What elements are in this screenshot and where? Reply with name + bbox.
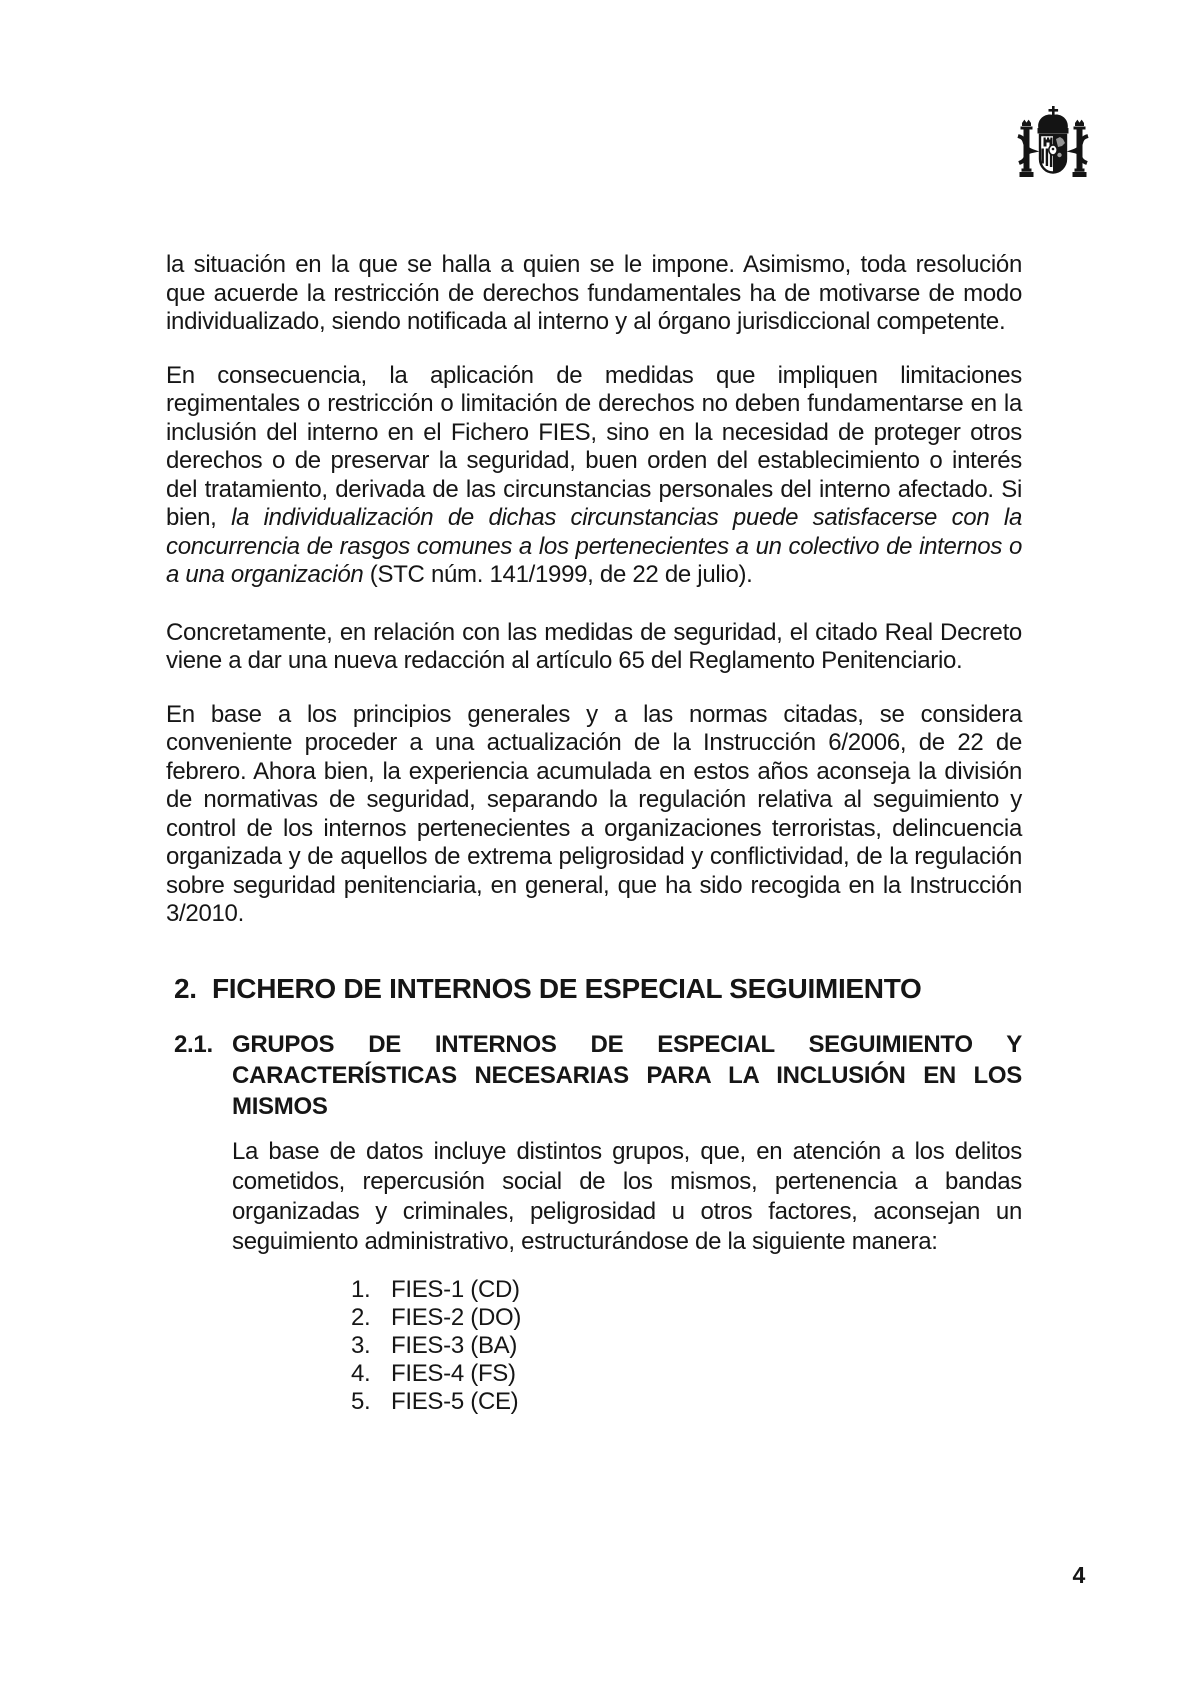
list-item-label: FIES-2 (DO) bbox=[391, 1303, 522, 1331]
paragraph-en-base: En base a los principios generales y a las normas citadas, se considera conveniente proceder a una actualización de la Instrucción 6/2006, de 22 de febrero. Ahora bien, la experiencia acumulada en estos años aconseja la división de normativas de seguridad, separando la regulación relativa al seguimiento y control de los internos pertenecientes a organizaciones terroristas, delincuencia organizada y de aquellos de extrema peligrosidad y conflictividad, de la regulación sobre seguridad penitenciaria, en general, que ha sido recogida en la Instrucción 3/2010. bbox=[166, 700, 1022, 927]
list-item-fies-3 bbox=[351, 1332, 1022, 1360]
spain-coat-of-arms-svg bbox=[1015, 106, 1091, 190]
paragraph-italic-quote: la individualización de dichas circunstancias puede satisfacerse con la concurrencia de rasgos comunes a los pertenecientes a un colectivo de internos o a una organización bbox=[166, 504, 1022, 588]
section-number: 2. bbox=[174, 972, 197, 1004]
subsection-number: 2.1. bbox=[174, 1030, 213, 1058]
list-item-label: FIES-4 (FS) bbox=[391, 1359, 516, 1387]
paragraph-citation: (STC núm. 141/1999, de 22 de julio). bbox=[363, 561, 753, 588]
section-title: FICHERO DE INTERNOS DE ESPECIAL SEGUIMIENTO bbox=[212, 972, 922, 1004]
paragraph-concretamente: Concretamente, en relación con las medidas de seguridad, el citado Real Decreto viene a dar una nueva redacción al artículo 65 del Reglamento Penitenciario. bbox=[166, 618, 1022, 674]
list-item-fies-1 bbox=[351, 1276, 1022, 1304]
list-item-label: FIES-1 (CD) bbox=[391, 1275, 520, 1303]
list-item-number: 1. bbox=[351, 1275, 371, 1303]
list-item-label: FIES-3 (BA) bbox=[391, 1331, 518, 1359]
list-item-fies-4 bbox=[351, 1360, 1022, 1388]
section-heading bbox=[166, 972, 1022, 1006]
list-item-number: 3. bbox=[351, 1331, 371, 1359]
list-item-label: FIES-5 (CE) bbox=[391, 1387, 519, 1415]
list-item-fies-5 bbox=[351, 1388, 1022, 1416]
spain-coat-of-arms-icon bbox=[1015, 106, 1091, 190]
paragraph-resolucion: la situación en la que se halla a quien se le impone. Asimismo, toda resolución que acuerde la restricción de derechos fundamentales ha de motivarse de modo individualizado, siendo notificada al interno y al órgano jurisdiccional competente. bbox=[166, 251, 1022, 335]
paragraph-en-consecuencia bbox=[166, 362, 1022, 590]
subsection-heading bbox=[166, 1029, 1022, 1122]
list-item-number: 5. bbox=[351, 1387, 371, 1415]
paragraph-la-base-de-datos: La base de datos incluye distintos grupos, que, en atención a los delitos cometidos, repercusión social de los mismos, pertenencia a bandas organizadas y criminales, peligrosidad u otros factores, aconsejan un seguimiento administrativo, estructurándose de la siguiente manera: bbox=[232, 1137, 1022, 1255]
subsection-title: GRUPOS DE INTERNOS DE ESPECIAL SEGUIMIENTO Y CARACTERÍSTICAS NECESARIAS PARA LA INCLUSIÓN EN LOS MISMOS bbox=[232, 1030, 1022, 1120]
fies-groups-list bbox=[166, 1276, 1022, 1416]
list-item-number: 2. bbox=[351, 1303, 371, 1331]
document-body bbox=[166, 251, 1022, 1416]
page-number: 4 bbox=[1072, 1562, 1085, 1588]
paragraph-text: En consecuencia, la aplicación de medidas que impliquen limitaciones regimentales o restricción o limitación de derechos no deben fundamentarse en la inclusión del interno en el Fichero FIES, sino en la necesidad de proteger otros derechos o de preservar la seguridad, buen orden del establecimiento o interés del tratamiento, derivada de las circunstancias personales del interno afectado. Si bien, bbox=[166, 361, 1022, 531]
list-item-fies-2 bbox=[351, 1304, 1022, 1332]
list-item-number: 4. bbox=[351, 1359, 371, 1387]
